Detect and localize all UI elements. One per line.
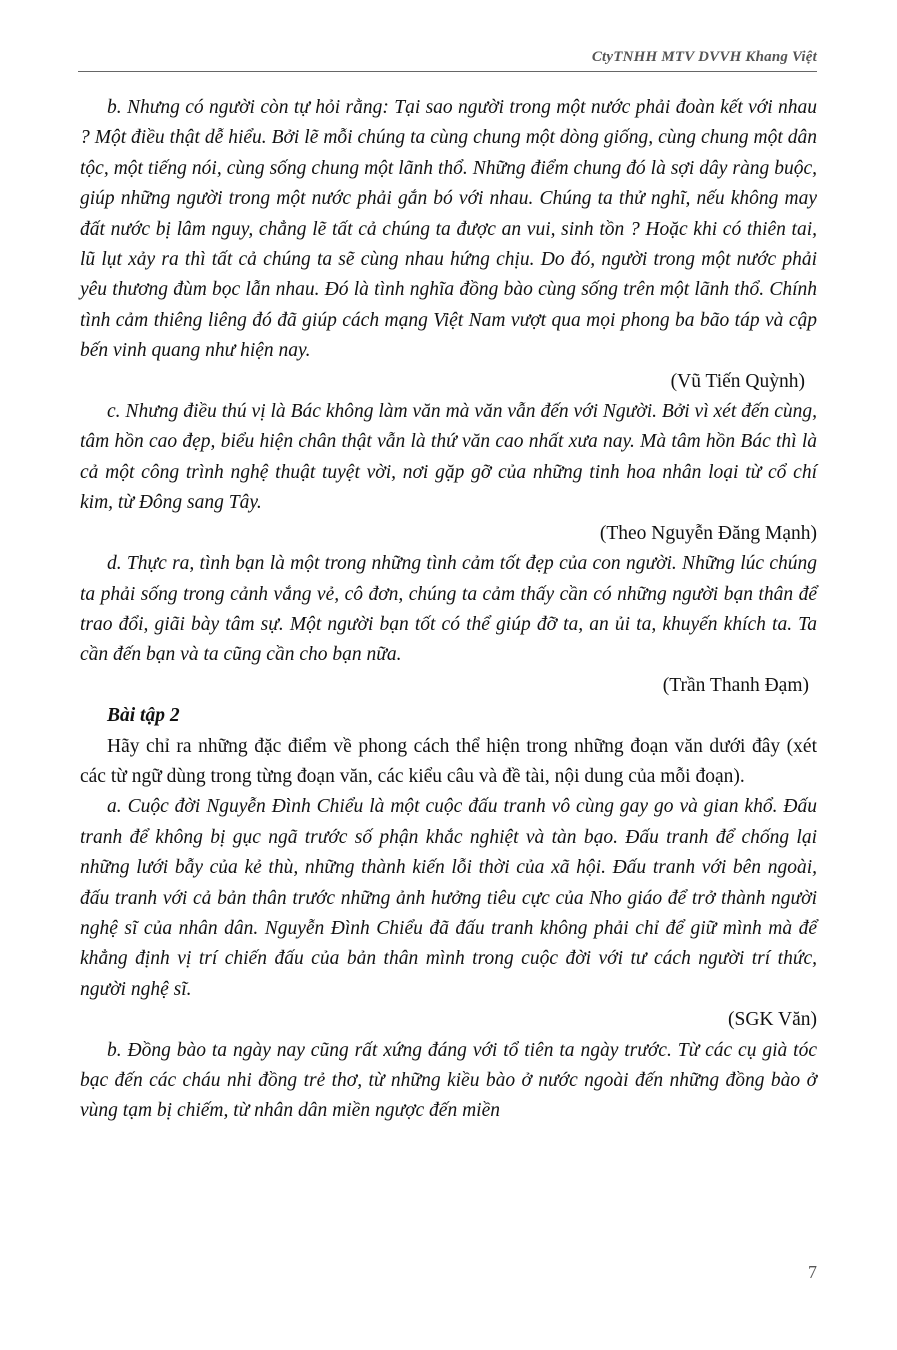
paragraph-b-doan-ket: b. Nhưng có người còn tự hỏi rằng: Tại sao người trong một nước phải đoàn kết với nhau ? Một điều thật dễ hiểu. Bởi lẽ mỗi chúng ta cùng chung một dòng giống, cùng chung một dân tộc, một tiếng nói, cùng sống chung một lãnh thổ. Những điểm chung đó là sợi dây ràng buộc, giúp những người trong một nước phải gắn bó với nhau. Chúng ta thử nghĩ, nếu không may đất nước bị lâm nguy, chẳng lẽ tất cả chúng ta được an vui, sinh tồn ? Hoặc khi có thiên tai, lũ lụt xảy ra thì tất cả chúng ta sẽ cùng nhau hứng chịu. Do đó, người trong một nước phải yêu thương đùm bọc lẫn nhau. Đó là tình nghĩa đồng bào cùng sống trên một lãnh thổ. Chính tình cảm thiêng liêng đó đã giúp cách mạng Việt Nam vượt qua mọi phong ba bão táp và cập bến vinh quang như hiện nay.: [80, 97, 817, 362]
source-citation: (Theo Nguyễn Đăng Mạnh): [599, 522, 817, 544]
running-header: CtyTNHH MTV DVVH Khang Việt: [591, 49, 817, 65]
page-number: 7: [808, 1262, 817, 1282]
exercise-heading: Bài tập 2: [107, 705, 180, 727]
paragraph-b-dong-bao: b. Đồng bào ta ngày nay cũng rất xứng đáng với tổ tiên ta ngày trước. Từ các cụ già tóc bạc đến các cháu nhi đồng trẻ thơ, từ những kiều bào ở nước ngoài đến những đồng bào ở vùng tạm bị chiếm, từ nhân dân miền ngược đến miền: [80, 1039, 817, 1122]
source-citation: (Vũ Tiến Quỳnh): [670, 370, 805, 392]
exercise-instruction: Hãy chỉ ra những đặc điểm về phong cách thể hiện trong những đoạn văn dưới đây (xét các từ ngữ dùng trong từng đoạn văn, các kiểu câu và đề tài, nội dung của mỗi đoạn).: [80, 735, 817, 787]
source-citation: (SGK Văn): [727, 1009, 817, 1031]
header-divider: [78, 71, 817, 72]
source-citation: (Trần Thanh Đạm): [662, 674, 809, 696]
paragraph-d-tinh-ban: d. Thực ra, tình bạn là một trong những tình cảm tốt đẹp của con người. Những lúc chúng ta phải sống trong cảnh vắng vẻ, cô đơn, chúng ta cảm thấy cần có những người bạn thân để trao đổi, giãi bày tâm sự. Một người bạn tốt có thể giúp đỡ ta, an ủi ta, khuyến khích ta. Ta cần đến bạn và ta cũng cần cho bạn nữa.: [80, 553, 817, 666]
paragraph-c-bac-ho: c. Nhưng điều thú vị là Bác không làm văn mà văn vẫn đến với Người. Bởi vì xét đến cùng, tâm hồn cao đẹp, biểu hiện chân thật vẫn là thứ văn cao nhất xưa nay. Mà tâm hồn Bác thì là cả một công trình nghệ thuật tuyệt vời, nơi gặp gỡ của những tinh hoa nhân loại từ cổ chí kim, từ Đông sang Tây.: [80, 401, 817, 514]
page-body: [80, 93, 817, 1127]
paragraph-a-nguyen-dinh-chieu: a. Cuộc đời Nguyễn Đình Chiểu là một cuộc đấu tranh vô cùng gay go và gian khổ. Đấu tranh để không bị gục ngã trước số phận khắc nghiệt và tàn bạo. Đấu tranh để chống lại những lưới bẫy của kẻ thù, những thành kiến lỗi thời của xã hội. Đấu tranh với bên ngoài, đấu tranh với cả bản thân trước những ảnh hưởng tiêu cực của Nho giáo để trở thành người nghệ sĩ của nhân dân. Nguyễn Đình Chiểu đã đấu tranh không phải chỉ để giữ mình mà để khẳng định vị trí chiến đấu của bản thân mình trong cuộc đời với tư cách người trí thức, người nghệ sĩ.: [80, 796, 817, 1000]
